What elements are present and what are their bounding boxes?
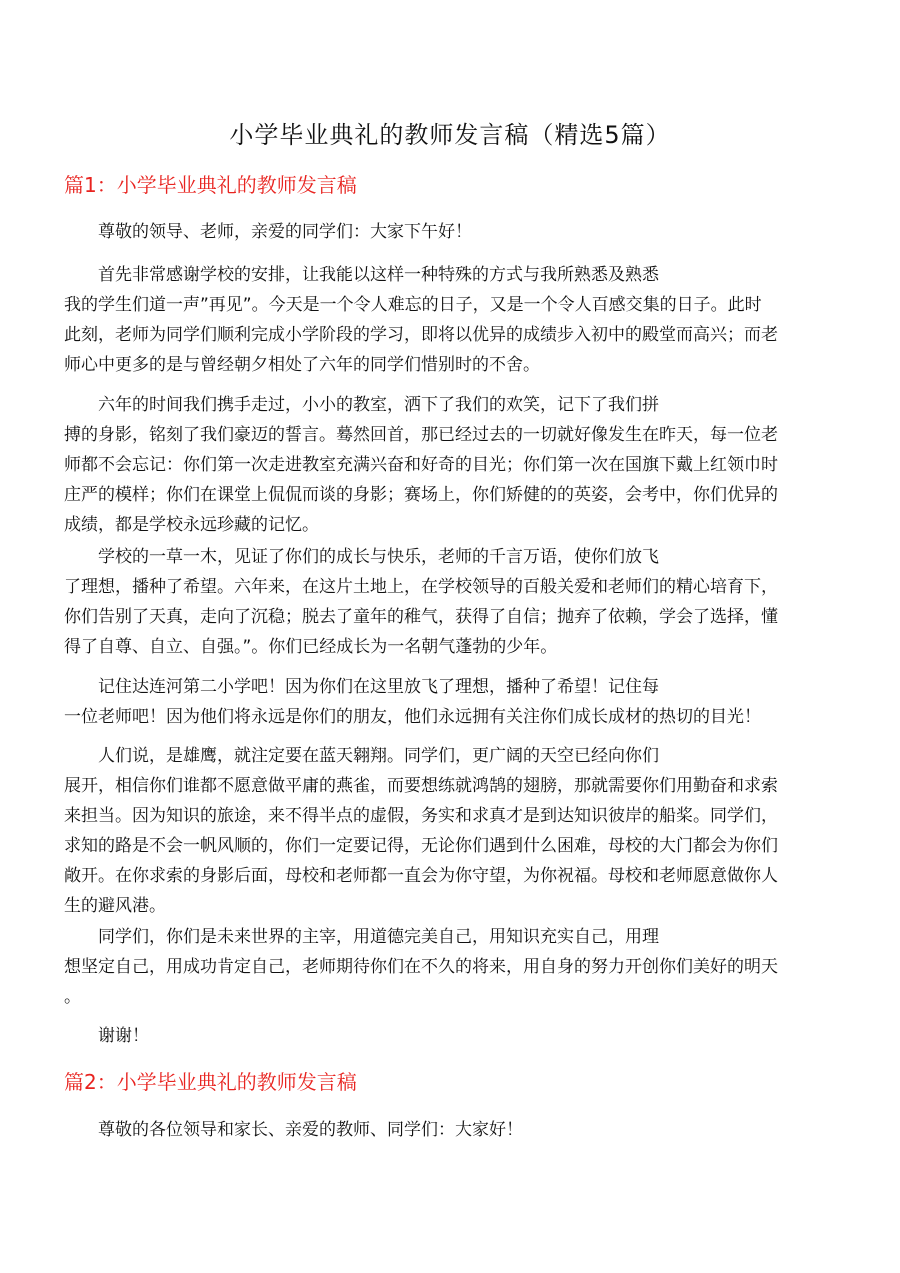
paragraph-line: 展开，相信你们谁都不愿意做平庸的燕雀，而要想练就鸿鹄的翅膀，那就需要你们用勤奋和求索	[64, 776, 778, 796]
paragraph-line: 我的学生们道一声”再见”。今天是一个令人难忘的日子，又是一个令人百感交集的日子。此时	[64, 295, 762, 315]
paragraph-six-years	[64, 390, 834, 540]
paragraph-line: 成绩，都是学校永远珍藏的记忆。	[64, 515, 319, 535]
paragraph-school	[64, 542, 834, 662]
paragraph-line: 首先非常感谢学校的安排，让我能以这样一种特殊的方式与我所熟悉及熟悉	[98, 265, 659, 285]
paragraph-greeting	[64, 217, 834, 247]
paragraph-line: 。	[64, 987, 81, 1007]
paragraph-line: 搏的身影，铭刻了我们豪迈的誓言。蓦然回首，那已经过去的一切就好像发生在昨天，每一位老	[64, 425, 778, 445]
paragraph-greeting-2	[64, 1115, 834, 1145]
paragraph-future	[64, 922, 834, 1012]
paragraph-line: 想坚定自己，用成功肯定自己，老师期待你们在不久的将来，用自身的努力开创你们美好的明天	[64, 957, 778, 977]
paragraph-line: 一位老师吧！因为他们将永远是你们的朋友，他们永远拥有关注你们成长成材的热切的目光！	[64, 707, 761, 727]
paragraph-line: 谢谢！	[98, 1026, 149, 1046]
paragraph-line: 庄严的模样；你们在课堂上侃侃而谈的身影；赛场上，你们矫健的的英姿，会考中，你们优异的	[64, 485, 778, 505]
paragraph-line: 尊敬的领导、老师，亲爱的同学们：大家下午好！	[98, 222, 472, 242]
document-title: 小学毕业典礼的教师发言稿（精选5篇）	[229, 121, 671, 149]
paragraph-line: 师心中更多的是与曾经朝夕相处了六年的同学们惜别时的不舍。	[64, 355, 540, 375]
paragraph-line: 六年的时间我们携手走过，小小的教室，洒下了我们的欢笑，记下了我们拼	[98, 395, 659, 415]
paragraph-line: 尊敬的各位领导和家长、亲爱的教师、同学们：大家好！	[98, 1120, 523, 1140]
paragraph-line: 同学们，你们是未来世界的主宰，用道德完美自己，用知识充实自己，用理	[98, 927, 659, 947]
paragraph-line: 求知的路是不会一帆风顺的，你们一定要记得，无论你们遇到什么困难，母校的大门都会为你们	[64, 836, 778, 856]
paragraph-eagle	[64, 741, 834, 921]
paragraph-line: 得了自尊、自立、自强。”。你们已经成长为一名朝气蓬勃的少年。	[64, 637, 558, 657]
paragraph-line: 此刻，老师为同学们顺利完成小学阶段的学习，即将以优异的成绩步入初中的殿堂而高兴；而老	[64, 325, 778, 345]
paragraph-line: 敞开。在你求索的身影后面，母校和老师都一直会为你守望，为你祝福。母校和老师愿意做你人	[64, 866, 778, 886]
paragraph-line: 来担当。因为知识的旅途，来不得半点的虚假，务实和求真才是到达知识彼岸的船桨。同学们，	[64, 806, 778, 826]
paragraph-line: 师都不会忘记：你们第一次走进教室充满兴奋和好奇的目光；你们第一次在国旗下戴上红领巾时	[64, 455, 778, 475]
paragraph-thank-you	[64, 1021, 834, 1051]
paragraph-remember	[64, 672, 834, 732]
paragraph-line: 人们说，是雄鹰，就注定要在蓝天翱翔。同学们，更广阔的天空已经向你们	[98, 746, 659, 766]
paragraph-line: 记住达连河第二小学吧！因为你们在这里放飞了理想，播种了希望！记住每	[98, 677, 659, 697]
paragraph-thanks	[64, 260, 834, 380]
section-heading-1: 篇1：小学毕业典礼的教师发言稿	[64, 173, 357, 197]
section-heading-2: 篇2：小学毕业典礼的教师发言稿	[64, 1070, 357, 1094]
paragraph-line: 学校的一草一木，见证了你们的成长与快乐，老师的千言万语，使你们放飞	[98, 547, 659, 567]
paragraph-line: 你们告别了天真，走向了沉稳；脱去了童年的稚气，获得了自信；抛弃了依赖，学会了选择，懂	[64, 607, 778, 627]
paragraph-line: 了理想，播种了希望。六年来，在这片土地上，在学校领导的百般关爱和老师们的精心培育下，	[64, 577, 778, 597]
paragraph-line: 生的避风港。	[64, 896, 166, 916]
